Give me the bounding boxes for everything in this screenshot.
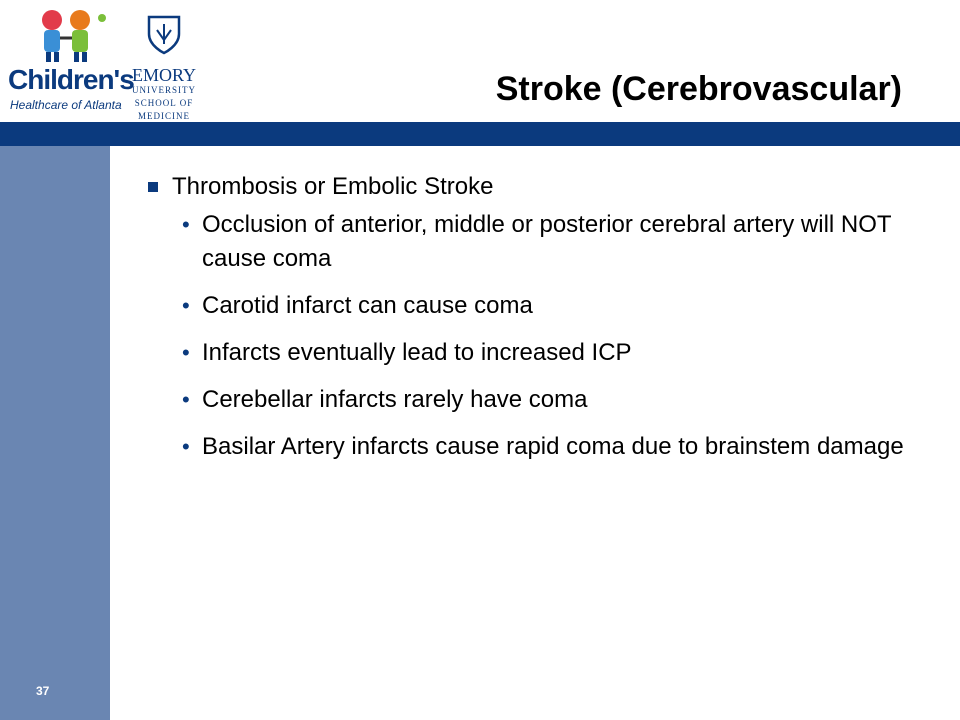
emory-line4: MEDICINE <box>138 111 190 121</box>
emory-shield-icon <box>146 14 182 56</box>
emory-logo-text <box>128 66 200 123</box>
sub-bullet-list <box>182 208 908 464</box>
sub-bullet <box>182 430 908 464</box>
dot-bullet-icon: • <box>182 212 190 237</box>
dot-bullet-icon: • <box>182 387 190 412</box>
sub-bullet <box>182 336 908 370</box>
slide-content <box>148 170 908 477</box>
dot-bullet-icon: • <box>182 293 190 318</box>
childrens-logo-text: Children's <box>8 64 134 95</box>
sub-bullet-text: Infarcts eventually lead to increased ICP <box>202 339 632 366</box>
emory-line2: UNIVERSITY <box>132 85 196 95</box>
header-band <box>0 122 960 146</box>
main-bullet-text: Thrombosis or Embolic Stroke <box>172 173 494 200</box>
square-bullet-icon <box>148 182 158 192</box>
sub-bullet <box>182 289 908 323</box>
page-number: 37 <box>36 684 50 698</box>
dot-bullet-icon: • <box>182 434 190 459</box>
sub-bullet-text: Occlusion of anterior, middle or posterior cerebral artery will NOT cause coma <box>202 211 892 272</box>
dot-bullet-icon: • <box>182 340 190 365</box>
sub-bullet-text: Carotid infarct can cause coma <box>202 292 533 319</box>
logo-area <box>4 6 204 121</box>
sub-bullet-text: Cerebellar infarcts rarely have coma <box>202 386 588 413</box>
childrens-logo-subtext: Healthcare of Atlanta <box>10 98 122 112</box>
main-bullet <box>148 170 908 204</box>
childrens-kids-logo-icon <box>24 6 124 66</box>
left-strip <box>0 146 110 720</box>
sub-bullet <box>182 383 908 417</box>
sub-bullet <box>182 208 908 276</box>
emory-line1: EMORY <box>131 65 196 85</box>
emory-line3: SCHOOL OF <box>134 98 194 108</box>
slide-title: Stroke (Cerebrovascular) <box>495 70 902 108</box>
sub-bullet-text: Basilar Artery infarcts cause rapid coma due to brainstem damage <box>202 433 904 460</box>
